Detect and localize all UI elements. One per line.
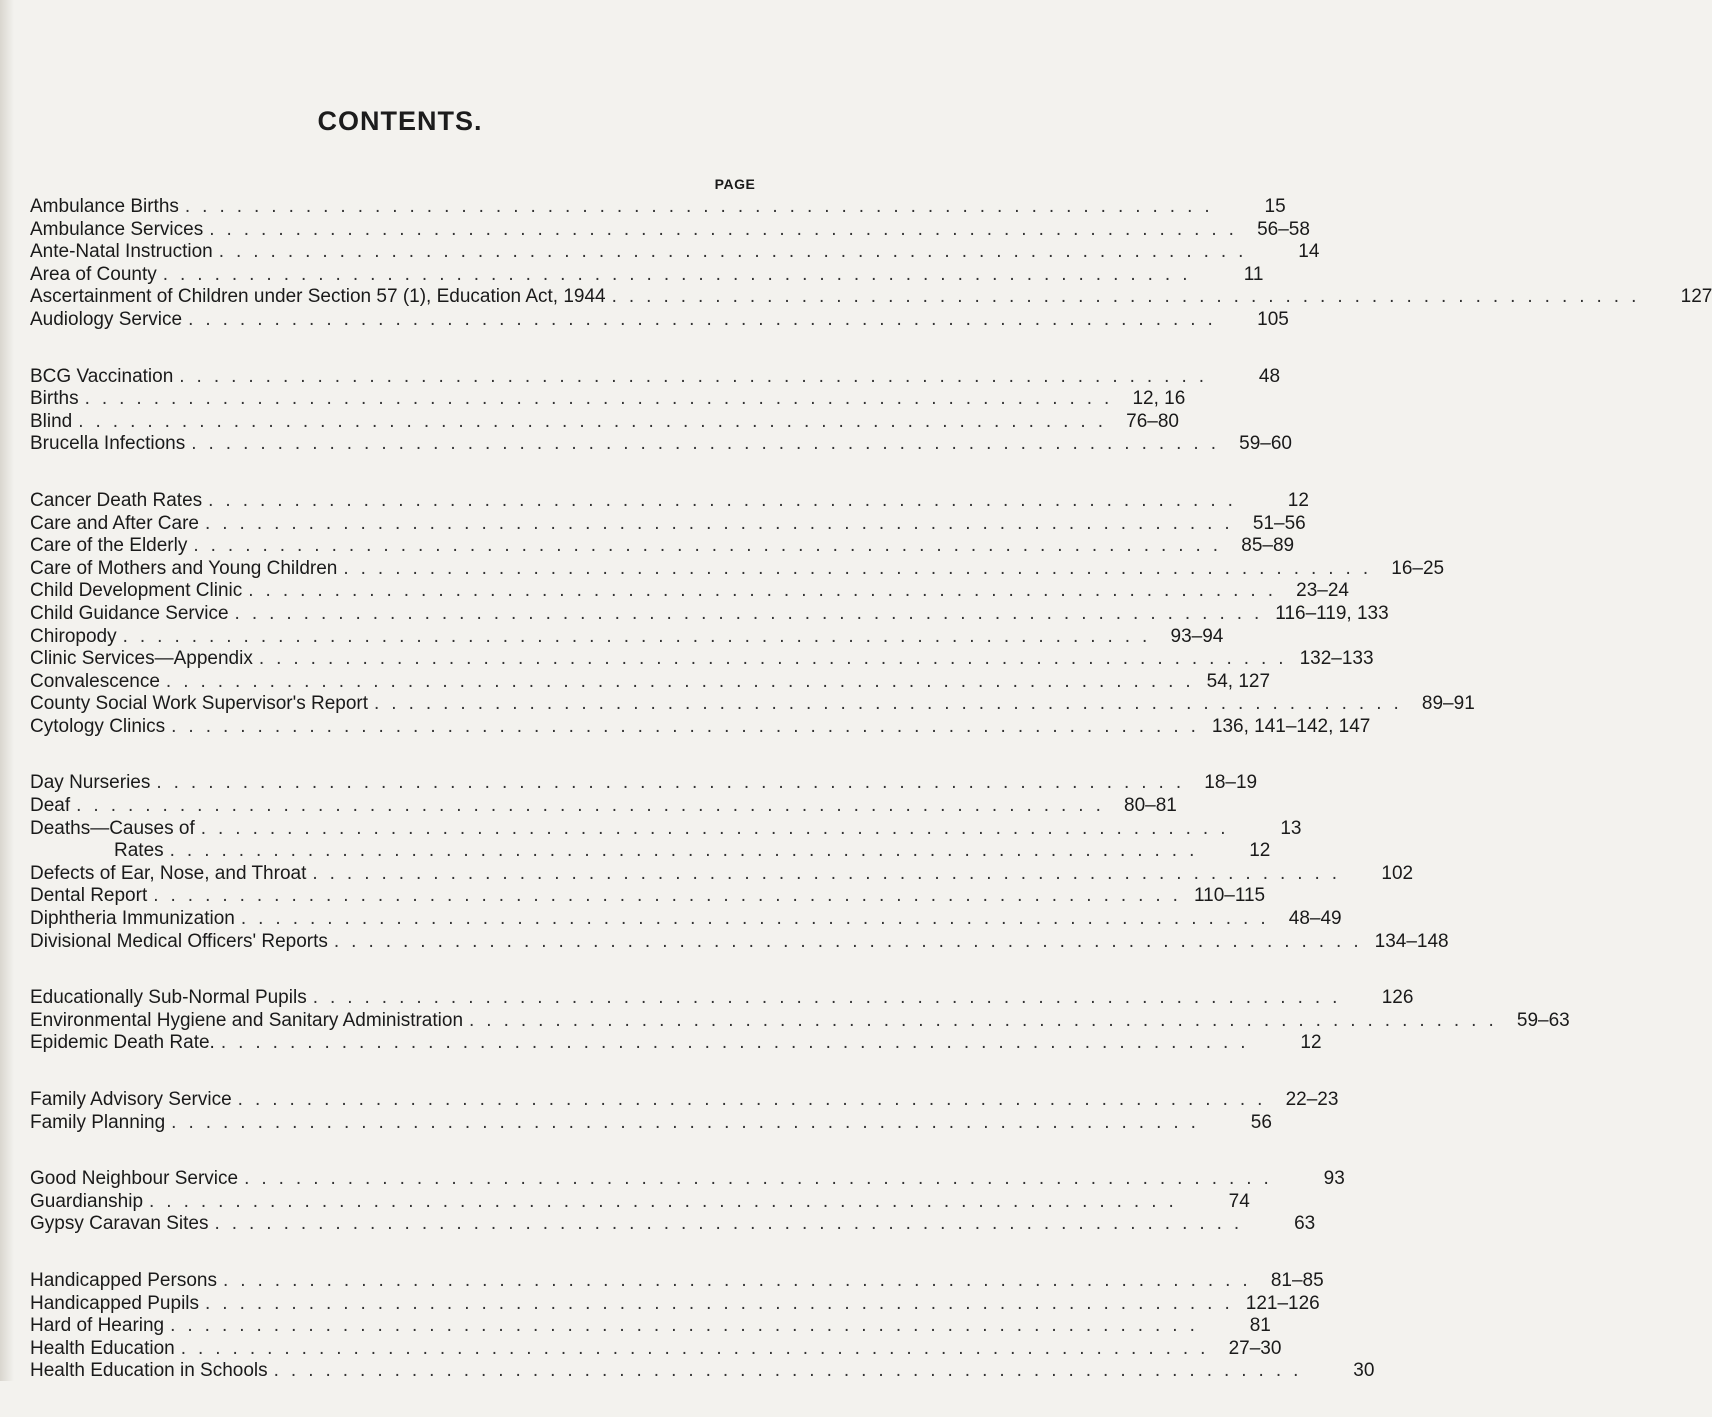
contents-entry <box>30 1089 1339 1112</box>
entry-label: Births <box>30 388 79 410</box>
entry-page-number: 81 <box>1249 1315 1271 1337</box>
entry-page-number: 18–19 <box>1204 772 1258 794</box>
dot-leader: ............................................................ <box>184 196 1222 217</box>
dot-leader: ............................................................ <box>343 557 1381 579</box>
contents-entry <box>30 1360 1375 1383</box>
dot-leader: ............................................................ <box>165 670 1203 692</box>
contents-entry <box>30 218 1310 242</box>
dot-leader: ............................................................ <box>156 772 1194 794</box>
contents-entry <box>30 1269 1324 1293</box>
contents-entry <box>30 489 1309 513</box>
contents-entry <box>30 286 1712 309</box>
dot-leader: ............................................................ <box>312 862 1350 884</box>
contents-group <box>30 1269 1375 1383</box>
entry-label: Defects of Ear, Nose, and Throat <box>30 862 307 884</box>
entry-label: Ante-Natal Instruction <box>30 241 213 263</box>
dot-leader: ............................................................ <box>188 308 1225 330</box>
contents-entry <box>30 263 1264 287</box>
entry-page-number: 134–148 <box>1374 930 1449 952</box>
entry-label: Convalescence <box>30 670 160 692</box>
dot-leader: ............................................................ <box>76 795 1113 817</box>
entry-page-number: 27–30 <box>1228 1337 1282 1359</box>
page-edge-shadow <box>0 0 14 1381</box>
entry-label: Ascertainment of Children under Section 57 (1), Education Act, 1944 <box>30 286 606 308</box>
entry-label: BCG Vaccination <box>30 365 174 387</box>
entry-label: Deaf <box>30 795 71 817</box>
entry-page-number: 105 <box>1257 308 1289 330</box>
contents-entry <box>30 512 1306 536</box>
entry-label: Dental Report <box>30 885 148 907</box>
contents-group <box>30 1089 1339 1134</box>
entry-page-number: 116–119, 133 <box>1275 602 1389 624</box>
entry-page-number: 12 <box>1300 1032 1322 1054</box>
contents-list <box>30 196 1712 1417</box>
contents-entry <box>30 908 1342 931</box>
dot-leader: ............................................................ <box>240 908 1278 930</box>
entry-page-number: 59–63 <box>1516 1009 1570 1031</box>
contents-entry <box>30 795 1177 818</box>
entry-label: Rates <box>114 840 164 862</box>
entry-label: Area of County <box>30 263 157 285</box>
entry-page-number: 93–94 <box>1170 625 1224 647</box>
entry-label: Child Development Clinic <box>30 580 243 602</box>
contents-entry <box>30 410 1179 434</box>
contents-entry <box>30 930 1449 954</box>
entry-page-number: 127 <box>1680 286 1712 308</box>
entry-page-number: 56 <box>1250 1111 1272 1133</box>
entry-label: Family Advisory Service <box>30 1089 232 1110</box>
entry-label: Educationally Sub-Normal Pupils <box>30 987 307 1009</box>
entry-page-number: 74 <box>1228 1190 1250 1212</box>
entry-label: Diphtheria Immunization <box>30 908 235 930</box>
entry-page-number: 30 <box>1353 1360 1375 1382</box>
dot-leader: ............................................................ <box>374 693 1411 715</box>
entry-label: Deaths—Causes of <box>30 817 195 839</box>
entry-page-number: 132–133 <box>1299 648 1374 670</box>
entry-label: Health Education in Schools <box>30 1360 268 1382</box>
entry-label: Care of the Elderly <box>30 535 188 557</box>
entry-page-number: 121–126 <box>1245 1292 1320 1314</box>
dot-leader: ............................................................ <box>200 817 1238 839</box>
entry-page-number: 76–80 <box>1126 410 1179 432</box>
dot-leader: ............................................................ <box>153 885 1190 907</box>
dot-leader: ............................................................ <box>193 535 1231 557</box>
contents-entry <box>30 308 1289 332</box>
contents-entry <box>30 241 1320 264</box>
entry-label: Guardianship <box>30 1190 144 1212</box>
entry-page-number: 48–49 <box>1288 908 1342 930</box>
contents-group <box>30 987 1570 1055</box>
dot-leader: ............................................................ <box>208 489 1245 511</box>
contents-entry <box>30 196 1286 219</box>
dot-leader: ............................................................ <box>209 218 1246 240</box>
entry-label: Ambulance Births <box>30 196 179 217</box>
entry-label: Brucella Infections <box>30 433 186 455</box>
contents-entry <box>30 648 1374 671</box>
entry-page-number: 48 <box>1258 365 1281 387</box>
contents-entry <box>30 885 1266 908</box>
contents-entry <box>30 862 1414 886</box>
entry-page-number: 110–115 <box>1193 885 1266 907</box>
entry-page-number: 126 <box>1381 987 1414 1009</box>
contents-entry <box>30 670 1271 694</box>
entry-page-number: 13 <box>1280 817 1302 839</box>
dot-leader: ............................................................ <box>78 410 1115 432</box>
entry-label: Chiropody <box>30 625 117 647</box>
entry-label: Environmental Hygiene and Sanitary Administration <box>30 1009 464 1031</box>
dot-leader: ............................................................ <box>258 648 1296 670</box>
entry-label: Audiology Service <box>30 308 183 330</box>
contents-entry <box>30 388 1186 411</box>
entry-label: Blind <box>30 410 73 432</box>
entry-label: Cancer Death Rates <box>30 489 203 511</box>
dot-leader: ............................................................ <box>204 512 1242 534</box>
contents-group <box>30 196 1712 332</box>
dot-leader: ............................................................ <box>179 365 1217 387</box>
dot-leader: ............................................................ <box>122 625 1160 647</box>
contents-entry <box>30 817 1302 841</box>
entry-label: Care of Mothers and Young Children <box>30 557 338 579</box>
entry-label: Care and After Care <box>30 512 199 534</box>
contents-entry <box>30 693 1475 716</box>
entry-page-number: 22–23 <box>1285 1089 1339 1110</box>
dot-leader: ............................................................ <box>205 1292 1242 1314</box>
dot-leader: ............................................................ <box>171 715 1208 737</box>
entry-label: Clinic Services—Appendix <box>30 648 253 670</box>
dot-leader: ............................................................ <box>273 1360 1311 1382</box>
entry-label: Divisional Medical Officers' Reports <box>30 930 328 952</box>
entry-label: Day Nurseries <box>30 772 151 794</box>
dot-leader: ............................................................ <box>84 388 1122 410</box>
entry-label: Child Guidance Service <box>30 602 229 624</box>
dot-leader: ............................................................ <box>149 1190 1186 1212</box>
page-column-header: PAGE <box>714 176 756 192</box>
dot-leader: ............................................................ <box>237 1089 1275 1110</box>
entry-page-number: 85–89 <box>1241 535 1295 557</box>
entry-label: Hard of Hearing <box>30 1315 165 1337</box>
dot-leader: ............................................................ <box>248 580 1285 602</box>
contents-entry <box>30 1315 1271 1338</box>
entry-label: Gypsy Caravan Sites <box>30 1213 209 1235</box>
entry-page-number: 16–25 <box>1391 557 1445 579</box>
entry-label: County Social Work Supervisor's Report <box>30 693 369 715</box>
contents-entry <box>30 840 1271 863</box>
entry-page-number: 11 <box>1243 263 1264 285</box>
contents-group <box>30 1168 1345 1236</box>
contents-entry <box>30 625 1224 649</box>
contents-group <box>30 772 1449 953</box>
entry-page-number: 59–60 <box>1239 433 1292 455</box>
contents-group <box>30 365 1292 456</box>
page-title: CONTENTS. <box>317 106 483 136</box>
entry-label: Epidemic Death Rate. <box>30 1032 215 1054</box>
entry-page-number: 14 <box>1298 241 1320 263</box>
entry-page-number: 93 <box>1323 1168 1345 1190</box>
dot-leader: ............................................................ <box>220 1032 1258 1054</box>
contents-entry <box>30 433 1292 456</box>
contents-entry <box>30 772 1258 795</box>
entry-label: Good Neighbour Service <box>30 1168 239 1190</box>
dot-leader: ............................................................ <box>170 1315 1207 1337</box>
contents-entry <box>30 1111 1272 1135</box>
entry-page-number: 12 <box>1287 489 1309 511</box>
entry-page-number: 102 <box>1381 862 1414 884</box>
dot-leader: ............................................................ <box>169 840 1207 862</box>
contents-group <box>30 489 1475 739</box>
dot-leader: ............................................................ <box>180 1337 1218 1359</box>
entry-page-number: 56–58 <box>1257 218 1310 240</box>
entry-page-number: 81–85 <box>1270 1269 1324 1291</box>
entry-label: Handicapped Pupils <box>30 1292 200 1314</box>
dot-leader: ............................................................ <box>312 987 1350 1009</box>
entry-page-number: 80–81 <box>1124 795 1177 817</box>
dot-leader: ............................................................ <box>244 1168 1281 1190</box>
contents-entry <box>30 1292 1320 1316</box>
entry-label: Cytology Clinics <box>30 715 166 737</box>
entry-label: Ambulance Services <box>30 218 204 240</box>
entry-page-number: 63 <box>1294 1213 1316 1235</box>
contents-entry <box>30 1190 1250 1214</box>
dot-leader: ............................................................ <box>469 1009 1506 1031</box>
entry-page-number: 15 <box>1264 196 1286 217</box>
dot-leader: ............................................................ <box>162 263 1200 285</box>
dot-leader: ............................................................ <box>611 286 1649 308</box>
dot-leader: ............................................................ <box>333 930 1371 952</box>
dot-leader: ............................................................ <box>191 433 1228 455</box>
entry-page-number: 54, 127 <box>1206 670 1271 692</box>
entry-page-number: 12 <box>1249 840 1271 862</box>
contents-entry <box>30 535 1295 558</box>
dot-leader: ............................................................ <box>171 1111 1208 1133</box>
entry-label: Handicapped Persons <box>30 1269 217 1291</box>
dot-leader: ............................................................ <box>234 602 1272 624</box>
contents-entry <box>30 1168 1345 1191</box>
contents-entry <box>30 987 1414 1010</box>
contents-entry <box>30 1032 1322 1055</box>
entry-page-number: 89–91 <box>1421 693 1475 715</box>
entry-label: Health Education <box>30 1337 175 1359</box>
contents-entry <box>30 715 1371 739</box>
dot-leader: ............................................................ <box>214 1213 1252 1235</box>
contents-entry <box>30 365 1281 389</box>
dot-leader: ............................................................ <box>222 1269 1260 1291</box>
entry-page-number: 12, 16 <box>1132 388 1186 410</box>
dot-leader: ............................................................ <box>218 241 1256 263</box>
contents-entry <box>30 557 1445 581</box>
entry-label: Family Planning <box>30 1111 166 1133</box>
contents-entry <box>30 580 1349 603</box>
entry-page-number: 136, 141–142, 147 <box>1211 715 1371 737</box>
entry-page-number: 51–56 <box>1252 512 1306 534</box>
contents-entry <box>30 1009 1570 1033</box>
contents-entry <box>30 1213 1316 1236</box>
contents-entry <box>30 1337 1282 1361</box>
contents-entry <box>30 602 1389 626</box>
entry-page-number: 23–24 <box>1296 580 1349 602</box>
